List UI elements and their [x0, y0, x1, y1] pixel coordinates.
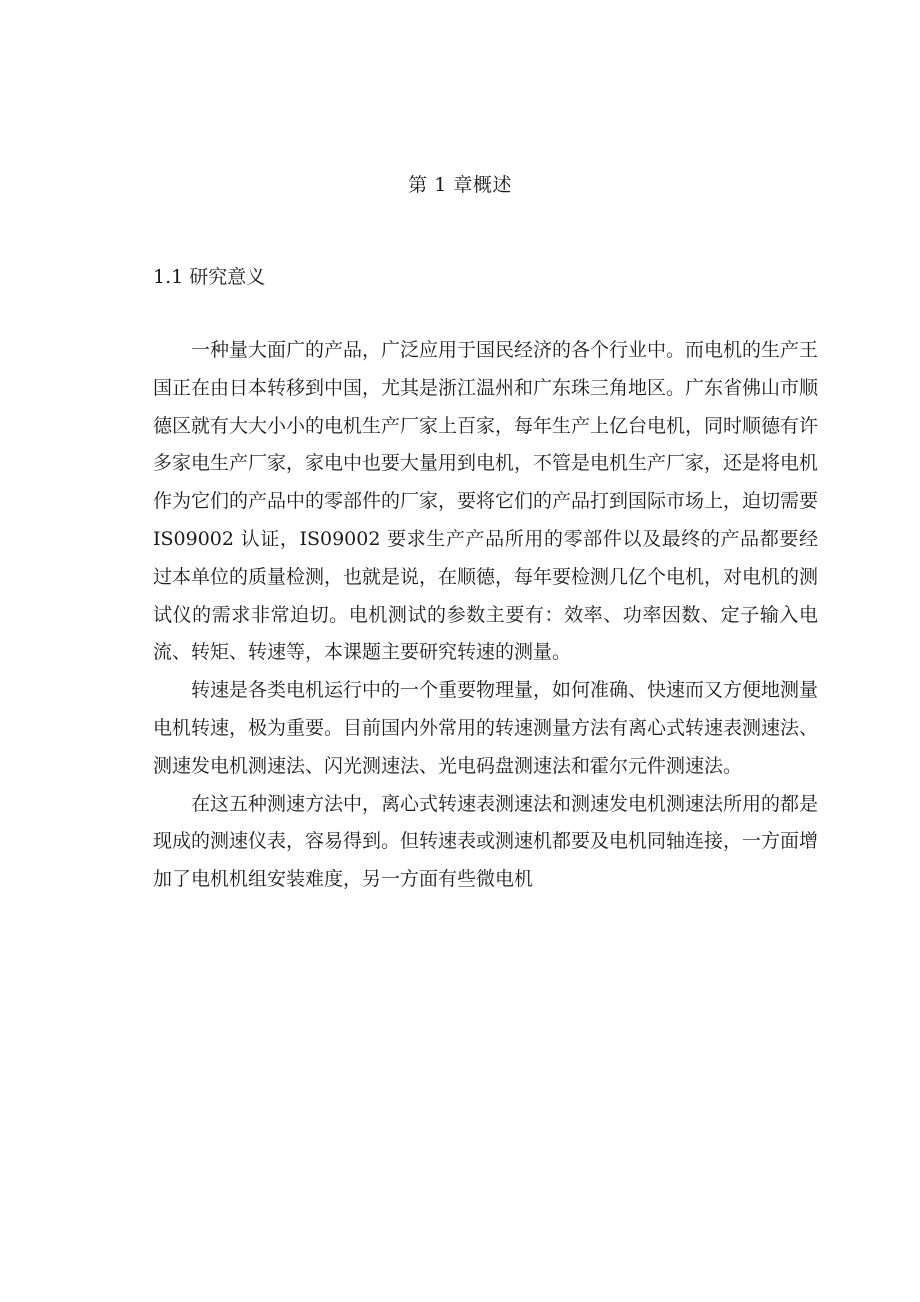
body-text — [153, 332, 818, 899]
chapter-title: 第 1 章概述 — [408, 174, 512, 196]
paragraph-1: 一种量大面广的产品，广泛应用于国民经济的各个行业中。而电机的生产王国正在由日本转移到中国，尤其是浙江温州和广东珠三角地区。广东省佛山市顺德区就有大大小小的电机生产厂家上百家，每年生产上亿台电机，同时顺德有许多家电生产厂家，家电中也要大量用到电机，不管是电机生产厂家，还是将电机作为它们的产品中的零部件的厂家，要将它们的产品打到国际市场上，迫切需要 IS09002 认证，IS09002 要求生产产品所用的零部件以及最终的产品都要经过本单位的质量检测，也就是说，在顺德，每年要检测几亿个电机，对电机的测试仪的需求非常迫切。电机测试的参数主要有：效率、功率因数、定子输入电流、转矩、转速等，本课题主要研究转速的测量。 — [153, 339, 819, 664]
paragraph-2: 转速是各类电机运行中的一个重要物理量，如何准确、快速而又方便地测量电机转速，极为重要。目前国内外常用的转速测量方法有离心式转速表测速法、测速发电机测速法、闪光测速法、光电码盘测速法和霍尔元件测速法。 — [153, 679, 819, 777]
paragraph-3: 在这五种测速方法中，离心式转速表测速法和测速发电机测速法所用的都是现成的测速仪表，容易得到。但转速表或测速机都要及电机同轴连接，一方面增加了电机机组安装难度，另一方面有些微电机 — [153, 792, 819, 891]
section-heading: 1.1 研究意义 — [153, 266, 266, 288]
